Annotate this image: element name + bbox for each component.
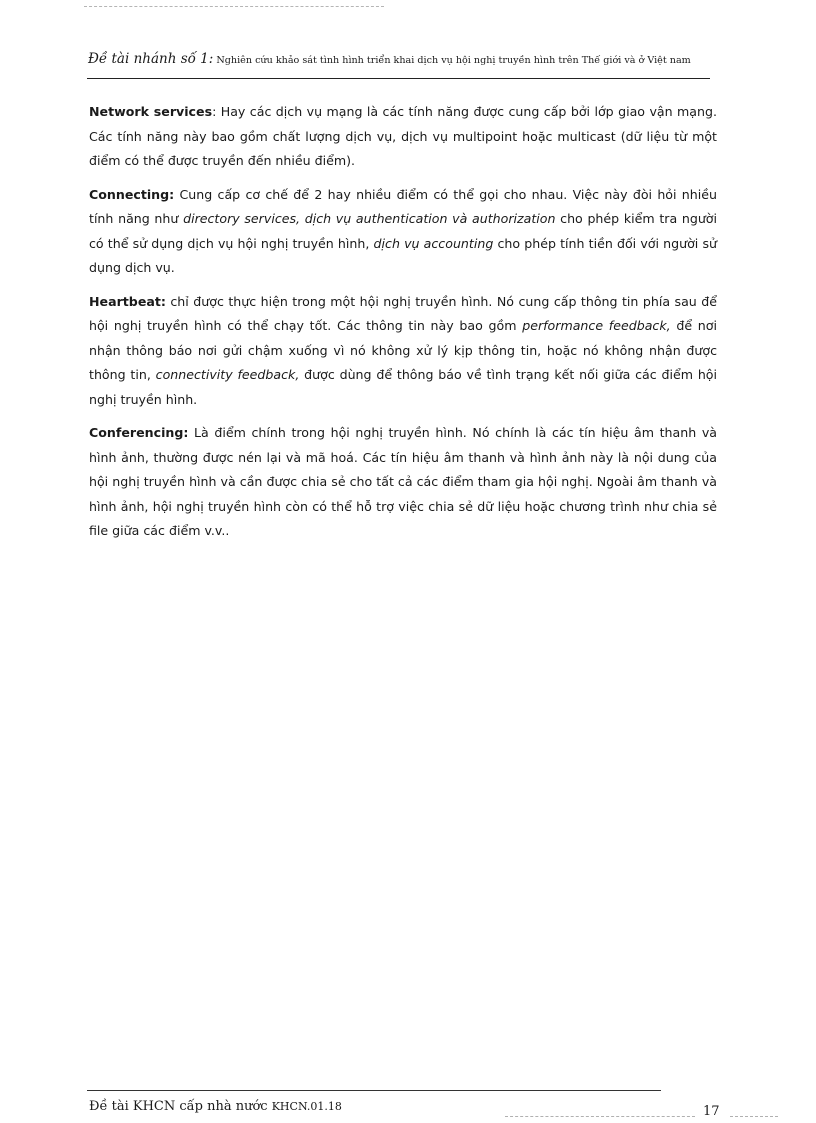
document-body (89, 100, 717, 553)
footer-project-code: KHCN.01.18 (271, 1100, 342, 1113)
term-connecting: Connecting: (89, 186, 175, 202)
footer-label: Đề tài KHCN cấp nhà nước (89, 1099, 268, 1114)
term-conferencing: Conferencing: (89, 425, 189, 440)
page-header (88, 51, 708, 67)
paragraph-heartbeat (89, 290, 717, 413)
italic-term: performance feedback, (522, 318, 671, 333)
italic-term: connectivity feedback, (155, 367, 300, 382)
paragraph-text: Là điểm chính trong hội nghị truyền hình. Nó chính là các tín hiệu âm thanh và hình ảnh, thường được nén lại và mã hoá. Các tín hiệu âm thanh và hình ảnh này là nội dung của hội nghị truyền hình và cần được chia sẻ cho tất cả các điểm tham gia hội nghị. Ngoài âm thanh và hình ảnh, hội nghị truyền hình còn có thể hỗ trợ việc chia sẻ dữ liệu hoặc chương trình như chia sẻ file giữa các điểm v.v.. (89, 425, 717, 538)
paragraph-text: : Hay các dịch vụ mạng là các tính năng được cung cấp bởi lớp giao vận mạng. Các tính năng này bao gồm chất lượng dịch vụ, dịch vụ multipoint hoặc multicast (dữ liệu từ một điểm có thể được truyền đến nhiều điểm). (89, 104, 717, 168)
term-network-services: Network services (89, 104, 213, 119)
header-title: Nghiên cứu khảo sát tình hình triển khai dịch vụ hội nghị truyền hình trên Thế giới và ở Việt nam (216, 55, 691, 66)
footer-rule (87, 1090, 661, 1091)
paragraph-text: cho phép kiểm tra người có thể sử dụng dịch vụ hội nghị truyền hình, (89, 211, 718, 251)
paragraph-text: để nơi nhận thông báo nơi gửi chậm xuống vì nó không xử lý kịp thông tin, hoặc nó không nhận được thông tin, (89, 318, 717, 382)
paragraph-network-services (89, 100, 717, 174)
paragraph-text: được dùng để thông báo về tình trạng kết nối giữa các điểm hội nghị truyền hình. (89, 367, 718, 407)
top-scan-dash-line (84, 6, 384, 7)
bottom-scan-dash-line-right (730, 1116, 778, 1117)
term-heartbeat: Heartbeat: (89, 293, 166, 309)
page-number: 17 (703, 1104, 720, 1119)
paragraph-connecting (89, 183, 717, 281)
header-rule (87, 78, 710, 79)
paragraph-text: chỉ được thực hiện trong một hội nghị truyền hình. Nó cung cấp thông tin phía sau để hội nghị truyền hình có thể chạy tốt. Các thông tin này bao gồm (89, 293, 717, 333)
paragraph-text: Cung cấp cơ chế để 2 hay nhiều điểm có thể gọi cho nhau. Việc này đòi hỏi nhiều tính năng như (89, 186, 717, 226)
bottom-scan-dash-line (505, 1116, 695, 1117)
header-prefix: Đề tài nhánh số 1: (88, 51, 214, 67)
page-footer (89, 1099, 342, 1114)
italic-term: dịch vụ accounting (373, 235, 494, 251)
italic-term: directory services, dịch vụ authentication và authorization (183, 211, 556, 226)
paragraph-conferencing (89, 421, 717, 544)
paragraph-text: cho phép tính tiền đối với người sử dụng dịch vụ. (89, 235, 718, 275)
